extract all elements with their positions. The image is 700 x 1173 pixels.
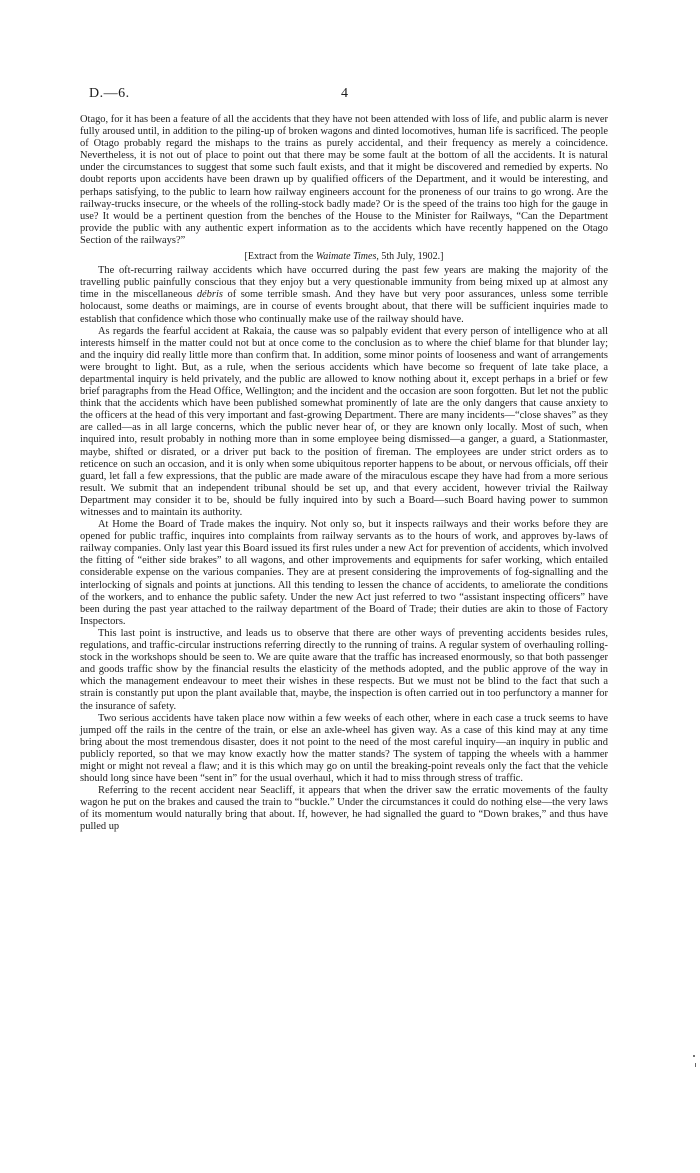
scan-speck <box>693 1055 695 1057</box>
page-header <box>89 86 599 106</box>
paragraph-recurring-accidents-b: of some terrible smash. And they have but very poor assurances, unless some terrible holocaust, some deaths or maimings, are in course of events brought about, that there will be sufficient inquiries made to establish that confidence which those who continually make use of the railway should have. <box>80 289 608 325</box>
paragraph-otago-accidents: Otago, for it has been a feature of all the accidents that they have not been attended with loss of life, and public alarm is never fully aroused until, in addition to the piling-up of broken wagons and dinted locomotives, human life is sacrificed. The people of Otago probably regard the mishaps to the trains as purely accidental, and their frequency as merely a coincidence. Nevertheless, it is not out of place to point out that there may be some fault at the bottom of all the accidents. It is natural under the circumstances to suggest that some such fault exists, and that it might be discovered and remedied by experts. No doubt reports upon accidents have been drawn up by qualified officers of the Department, and it would be interesting, and perhaps satisfying, to the public to learn how railway engineers account for the proneness of our trains to go wrong. Are the railway-trucks insecure, or the wheels of the rolling-stock badly made? Or is the speed of the trains too high for the gauge in use? It would be a pertinent question from the benches of the House to the Minister for Railways, “Can the Department provide the public with any authentic expert information as to the accidents which have recently happened on the Otago Section of the railways?” <box>80 114 608 246</box>
extract-prefix: [Extract from the <box>244 251 316 263</box>
paragraph-rakaia-accident: As regards the fearful accident at Rakaia, the cause was so palpably evident that every person of intelligence who at all interests himself in the matter could not but at once come to the conclusion as to where the chief blame for that blunder lay; and the inquiry did really little more than confirm that. In addition, some minor points of looseness and want of arrangements were brought to light. But, as a rule, when the serious accidents which have become so frequent of late take place, a departmental inquiry is held privately, and the public are allowed to know nothing about it, except perhaps in a brief or few brief paragraphs from the Head Office, Wellington; and the incident and the occasion are soon forgotten. But let not the public think that the accidents which have been published somewhat prominently of late are the only dangers that cause anxiety to the officers at the head of this very important and fast-growing Department. There are many incidents—“close shaves” as they are called—as in all large concerns, which the public never hear of, or they are known only locally. Most of such, when inquired into, result probably in nothing more than in some employee being dismissed—a ganger, a guard, a Stationmaster, maybe, shifted or disrated, or a driver put back to the position of fireman. The employees are under strict orders as to reticence on such an occasion, and it is only when some ubiquitous reporter happens to be about, or nervous officials, off their guard, let fall a few expressions, that the public are made aware of the miraculous escape they have had from a more serious result. We submit that an independent tribunal should be set up, and that every accident, however trivial the Railway Department may consider it to be, should be fully inquired into by such a Board—such Board having power to summon witnesses and to maintain its authority. <box>80 325 608 518</box>
paragraph-serious-accidents: Two serious accidents have taken place now within a few weeks of each other, where in each case a truck seems to have jumped off the rails in the centre of the train, or else an axle-wheel has given way. As a case of this kind may at any time bring about the most tremendous disaster, does it not point to the need of the most careful inquiry—an inquiry in public and publicly reported, so that we may know exactly how the matter stands? The system of tapping the wheels with a hammer might or might not reveal a flaw; and it is this which may go on until the breaking-point reveals only the fact that the vehicle should long since have been “sent in” for the usual overhaul, which it had to miss through stress of traffic. <box>80 712 608 785</box>
paragraph-rolling-stock: This last point is instructive, and leads us to observe that there are other ways of preventing accidents besides rules, regulations, and traffic-circular instructions referring directly to the running of trains. A regular system of overhauling rolling-stock in the workshops should be seen to. We are quite aware that the traffic has increased enormously, so that both passenger and goods traffic show by the financial results the elasticity of the methods adopted, and the public approve of the way in which the management endeavour to meet their wishes in these respects. But we must not be blind to the fact that such a strain is constantly put upon the plant available that, maybe, the inspection is often carried out in too perfunctory a manner for the insurance of safety. <box>80 627 608 712</box>
paragraph-board-of-trade: At Home the Board of Trade makes the inquiry. Not only so, but it inspects railways and their works before they are opened for public traffic, inquires into complaints from railway servants as to the hours of work, and approves by-laws of railway companies. Only last year this Board issued its first rules under a new Act for prevention of accidents, which involved the fitting of “either side brakes” to all wagons, and other improvements and equipments for safer working, which entailed considerable expense on the various companies. They are at present considering the improvements of fog-signalling and the interlocking of signals and points at junctions. All this tending to lessen the chance of accidents, to ameliorate the conditions of the workers, and to enhance the public safety. Under the new Act just referred to two “assistant inspecting officers” have been during the past year attached to the railway department of the Board of Trade; their duties are akin to those of Factory Inspectors. <box>80 519 608 627</box>
extract-suffix: , 5th July, 1902.] <box>376 251 444 263</box>
debris-word: débris <box>196 289 223 301</box>
extract-heading <box>80 251 608 263</box>
paragraph-seacliff-accident: Referring to the recent accident near Seacliff, it appears that when the driver saw the erratic movements of the faulty wagon he put on the brakes and caused the train to “buckle.” Under the circumstances it could do nothing else—the very laws of its momentum would naturally bring that about. If, however, he had signalled the guard to “Down brakes,” and thus have pulled up <box>80 785 608 833</box>
paragraph-recurring-accidents <box>80 265 608 325</box>
paragraph-recurring-accidents-a: The oft-recurring railway accidents which have occurred during the past few years are making the majority of the travelling public painfully conscious that they enjoy but a very questionable immunity from being mixed up at almost any time in the miscellaneous <box>80 265 608 301</box>
article-body <box>80 114 608 834</box>
scan-speck-mark <box>695 1063 696 1067</box>
document-reference: D.—6. <box>89 86 130 101</box>
page-number: 4 <box>341 86 348 101</box>
extract-source: Waimate Times <box>315 251 377 263</box>
